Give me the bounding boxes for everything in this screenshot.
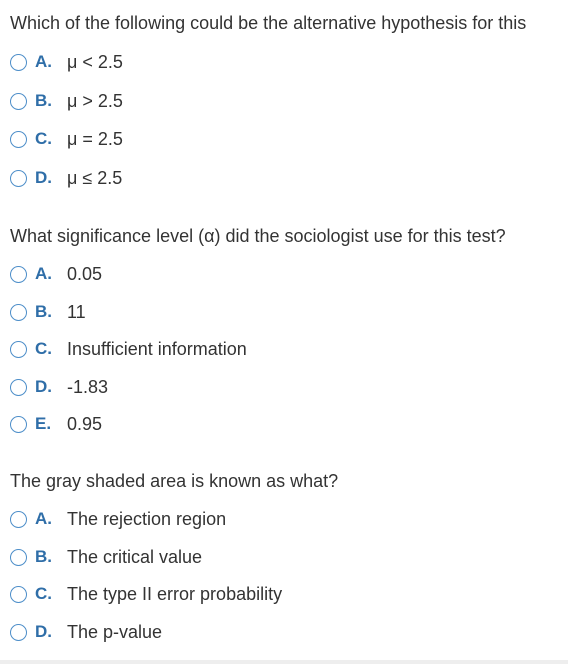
option-text: The p-value bbox=[67, 621, 163, 642]
question-2-option-c[interactable] bbox=[10, 336, 247, 362]
question-2-option-b[interactable] bbox=[10, 299, 86, 325]
option-text: The critical value bbox=[67, 546, 203, 567]
bottom-divider bbox=[0, 660, 568, 664]
radio-button-icon[interactable] bbox=[10, 54, 27, 71]
question-1-option-c[interactable] bbox=[10, 126, 123, 152]
radio-button-icon[interactable] bbox=[10, 266, 27, 283]
option-letter: C. bbox=[35, 584, 52, 603]
option-text: Insufficient information bbox=[67, 338, 247, 359]
option-letter: A. bbox=[35, 509, 52, 528]
radio-button-icon[interactable] bbox=[10, 93, 27, 110]
option-letter: D. bbox=[35, 168, 52, 187]
question-3-text: The gray shaded area is known as what? bbox=[10, 471, 339, 491]
radio-button-icon[interactable] bbox=[10, 131, 27, 148]
question-1-text: Which of the following could be the alternative hypothesis for this bbox=[10, 13, 527, 33]
option-letter: B. bbox=[35, 547, 52, 566]
option-letter: A. bbox=[35, 52, 52, 71]
question-2-option-d[interactable] bbox=[10, 374, 108, 400]
question-3-option-d[interactable] bbox=[10, 619, 162, 645]
option-text: 11 bbox=[67, 301, 86, 322]
radio-button-icon[interactable] bbox=[10, 511, 27, 528]
question-2-text: What significance level (α) did the sociologist use for this test? bbox=[10, 226, 506, 246]
radio-button-icon[interactable] bbox=[10, 549, 27, 566]
radio-button-icon[interactable] bbox=[10, 624, 27, 641]
radio-button-icon[interactable] bbox=[10, 170, 27, 187]
option-letter: D. bbox=[35, 622, 52, 641]
option-text: μ ≤ 2.5 bbox=[67, 167, 123, 188]
question-2-option-e[interactable] bbox=[10, 411, 102, 437]
option-text: -1.83 bbox=[67, 376, 109, 397]
option-letter: B. bbox=[35, 302, 52, 321]
question-3-option-c[interactable] bbox=[10, 581, 282, 607]
option-text: μ = 2.5 bbox=[67, 128, 123, 149]
option-text: The rejection region bbox=[67, 508, 227, 529]
radio-button-icon[interactable] bbox=[10, 341, 27, 358]
radio-button-icon[interactable] bbox=[10, 416, 27, 433]
radio-button-icon[interactable] bbox=[10, 586, 27, 603]
question-1-option-a[interactable] bbox=[10, 49, 123, 75]
question-1-option-d[interactable] bbox=[10, 165, 122, 191]
option-letter: C. bbox=[35, 339, 52, 358]
question-3-option-a[interactable] bbox=[10, 506, 226, 532]
question-3-option-b[interactable] bbox=[10, 544, 202, 570]
option-letter: A. bbox=[35, 264, 52, 283]
option-letter: C. bbox=[35, 129, 52, 148]
option-text: μ < 2.5 bbox=[67, 51, 123, 72]
option-text: 0.95 bbox=[67, 413, 103, 434]
option-text: The type II error probability bbox=[67, 583, 283, 604]
option-text: 0.05 bbox=[67, 263, 103, 284]
question-1-option-b[interactable] bbox=[10, 88, 123, 114]
option-letter: D. bbox=[35, 377, 52, 396]
question-2-option-a[interactable] bbox=[10, 261, 102, 287]
option-letter: E. bbox=[35, 414, 52, 433]
option-text: μ > 2.5 bbox=[67, 90, 123, 111]
option-letter: B. bbox=[35, 91, 52, 110]
radio-button-icon[interactable] bbox=[10, 304, 27, 321]
radio-button-icon[interactable] bbox=[10, 379, 27, 396]
